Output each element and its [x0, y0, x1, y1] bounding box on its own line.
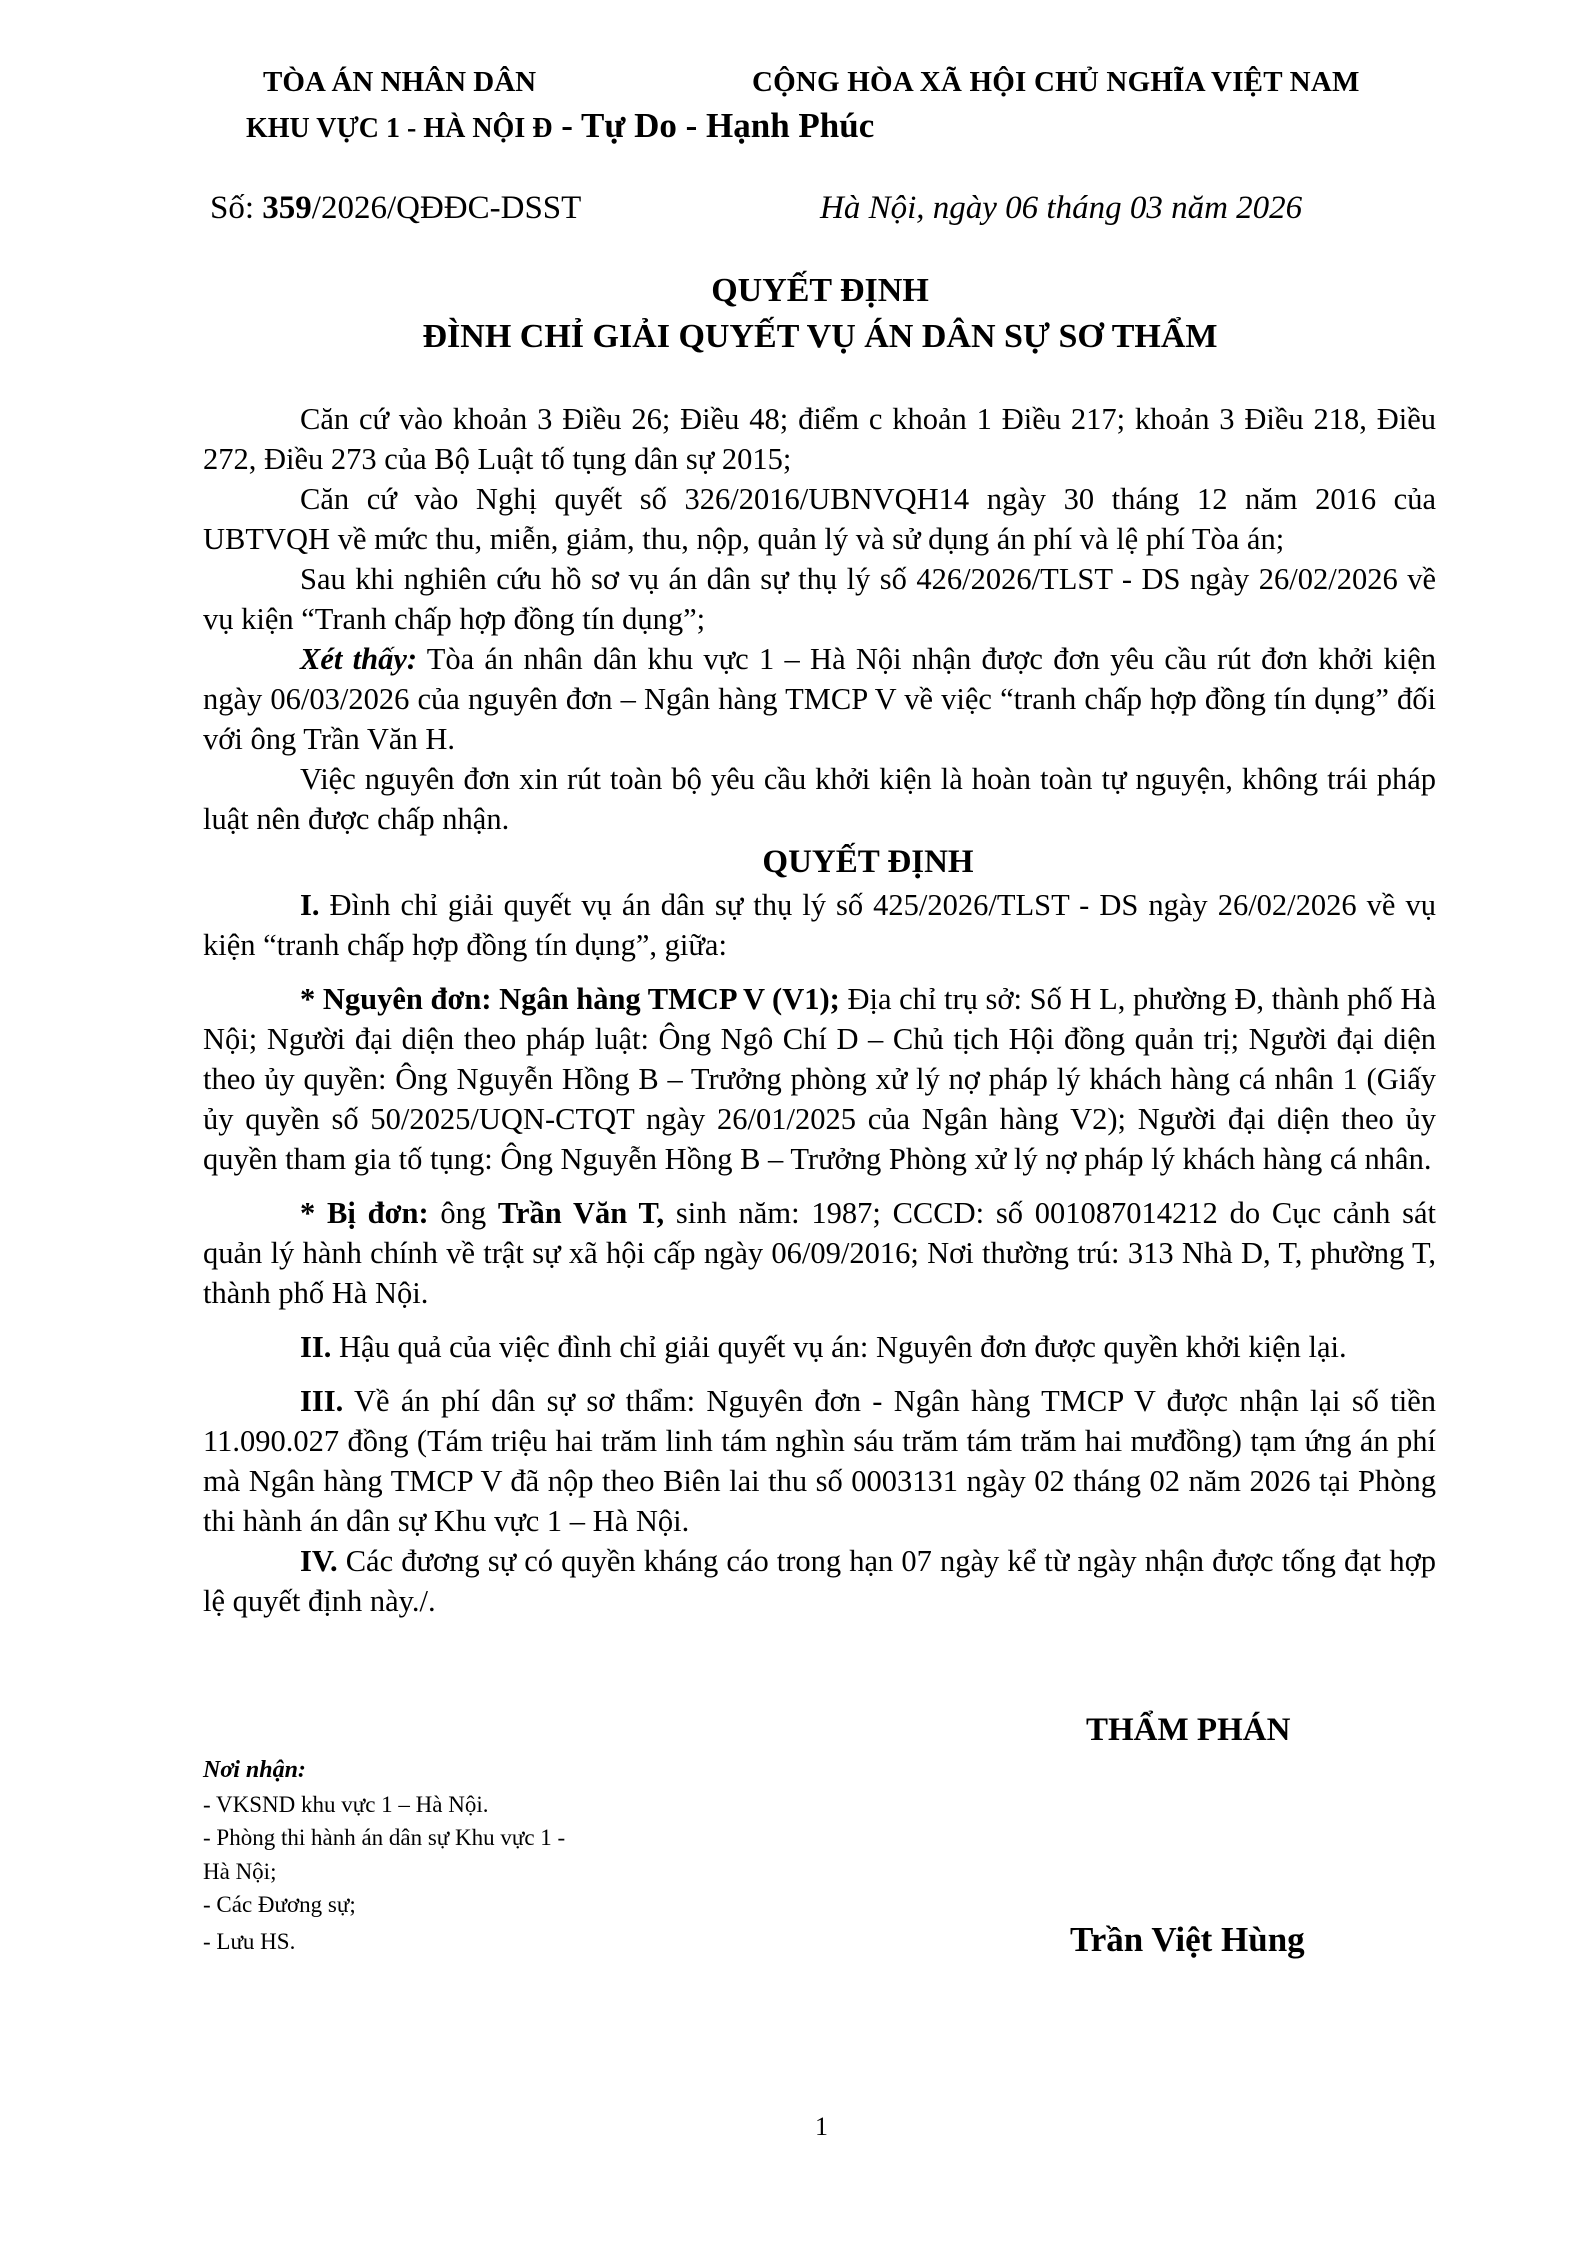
decision-heading: QUYẾT ĐỊNH — [762, 844, 974, 880]
section-1 — [203, 885, 1436, 965]
recipients-title: Nơi nhận: — [203, 1757, 306, 1783]
header-line-2 — [246, 106, 874, 146]
preamble-paragraph: Sau khi nghiên cứu hồ sơ vụ án dân sự thụ lý số 426/2026/TLST - DS ngày 26/02/2026 về vụ kiện “Tranh chấp hợp đồng tín dụng”; — [203, 562, 1436, 636]
section-3-text: Về án phí dân sự sơ thẩm: Nguyên đơn - Ngân hàng TMCP V được nhận lại số tiền 11.090.027 đồng (Tám triệu hai trăm linh tám nghìn sáu trăm tám trăm hai mưđồng) tạm ứng án phí mà Ngân hàng TMCP V đã nộp theo Biên lai thu số 0003131 ngày 02 tháng 02 năm 2026 tại Phòng thi hành án dân sự Khu vực 1 – Hà Nội. — [203, 1384, 1436, 1538]
finding-text: Tòa án nhân dân khu vực 1 – Hà Nội nhận được đơn yêu cầu rút đơn khởi kiện ngày 06/03/2026 của nguyên đơn – Ngân hàng TMCP V về việc “tranh chấp hợp đồng tín dụng” đối với ông Trần Văn H. — [203, 642, 1436, 756]
document-subtitle: ĐÌNH CHỈ GIẢI QUYẾT VỤ ÁN DÂN SỰ SƠ THẨM — [422, 318, 1218, 355]
court-name: TÒA ÁN NHÂN DÂN — [263, 66, 537, 98]
recipient-item: - Các Đương sự; — [203, 1892, 356, 1917]
finding-paragraph-2: Việc nguyên đơn xin rút toàn bộ yêu cầu khởi kiện là hoàn toàn tự nguyện, không trái pháp luật nên được chấp nhận. — [203, 762, 1436, 836]
preamble-paragraph: Căn cứ vào khoản 3 Điều 26; Điều 48; điểm c khoản 1 Điều 217; khoản 3 Điều 218, Điều 272, Điều 273 của Bộ Luật tố tụng dân sự 2015; — [203, 402, 1436, 476]
recipients-list — [203, 1754, 565, 1958]
finding-paragraph — [203, 639, 1436, 759]
recipient-item: Hà Nội; — [203, 1858, 277, 1884]
section-2-text: Hậu quả của việc đình chỉ giải quyết vụ án: Nguyên đơn được quyền khởi kiện lại. — [331, 1330, 1347, 1364]
defendant-text-2: sinh năm: 1987; CCCD: số 001087014212 do Cục cảnh sát quản lý hành chính về trật sự xã hội cấp ngày 06/09/2016; Nơi thường trú: 313 Nhà D, T, phường T, thành phố Hà Nội. — [203, 1196, 1436, 1310]
page-number: 1 — [815, 2112, 828, 2141]
document-date: Hà Nội, ngày 06 tháng 03 năm 2026 — [820, 190, 1303, 226]
judge-name: Trần Việt Hùng — [1070, 1920, 1305, 1959]
document-body — [203, 399, 1436, 1621]
recipient-item: - Phòng thi hành án dân sự Khu vực 1 - — [203, 1825, 566, 1850]
section-4 — [203, 1541, 1436, 1621]
section-2-label: II. — [300, 1330, 332, 1364]
court-district: KHU VỰC 1 - HÀ NỘI Đ — [246, 113, 553, 144]
section-3 — [203, 1381, 1436, 1541]
section-1-text: Đình chỉ giải quyết vụ án dân sự thụ lý số 425/2026/TLST - DS ngày 26/02/2026 về vụ kiện “tranh chấp hợp đồng tín dụng”, giữa: — [203, 888, 1436, 962]
section-4-text: Các đương sự có quyền kháng cáo trong hạn 07 ngày kể từ ngày nhận được tống đạt hợp lệ quyết định này./. — [203, 1544, 1436, 1618]
defendant-text-1: ông — [428, 1196, 498, 1230]
preamble-paragraph: Căn cứ vào Nghị quyết số 326/2016/UBNVQH14 ngày 30 tháng 12 năm 2016 của UBTVQH về mức thu, miễn, giảm, thu, nộp, quản lý và sử dụng án phí và lệ phí Tòa án; — [203, 482, 1436, 556]
document-title: QUYẾT ĐỊNH — [711, 272, 929, 309]
national-motto: - Tự Do - Hạnh Phúc — [552, 106, 875, 145]
recipient-item: - Lưu HS. — [203, 1928, 296, 1954]
national-title: CỘNG HÒA XÃ HỘI CHỦ NGHĨA VIỆT NAM — [752, 66, 1360, 98]
plaintiff-paragraph — [203, 979, 1436, 1179]
document-number-prefix: Số: — [210, 190, 263, 226]
finding-label: Xét thấy: — [300, 642, 418, 676]
document-number-value: 359 — [262, 190, 312, 226]
plaintiff-text: Địa chỉ trụ sở: Số H L, phường Đ, thành phố Hà Nội; Người đại diện theo pháp luật: Ông Ngô Chí D – Chủ tịch Hội đồng quản trị; Người đại diện theo ủy quyền: Ông Nguyễn Hồng B – Trưởng phòng xử lý nợ pháp lý khách hàng cá nhân 1 (Giấy ủy quyền số 50/2025/UQN-CTQT ngày 26/01/2025 của Ngân hàng V2); Người đại diện theo ủy quyền tham gia tố tụng: Ông Nguyễn Hồng B – Trưởng Phòng xử lý nợ pháp lý khách hàng cá nhân. — [203, 982, 1436, 1176]
defendant-name: Trần Văn T, — [497, 1196, 665, 1230]
recipient-item: - VKSND khu vực 1 – Hà Nội. — [203, 1791, 489, 1817]
section-1-label: I. — [300, 888, 320, 922]
section-3-label: III. — [300, 1384, 344, 1418]
defendant-paragraph — [203, 1193, 1436, 1313]
document-number-suffix: /2026/QĐĐC-DSST — [311, 190, 582, 226]
plaintiff-label: * Nguyên đơn: Ngân hàng TMCP V (V1); — [300, 982, 840, 1016]
document-number — [210, 190, 581, 227]
section-2 — [203, 1327, 1436, 1367]
section-4-label: IV. — [300, 1544, 338, 1578]
defendant-label: * Bị đơn: — [300, 1196, 429, 1230]
judge-title: THẨM PHÁN — [1086, 1712, 1291, 1748]
